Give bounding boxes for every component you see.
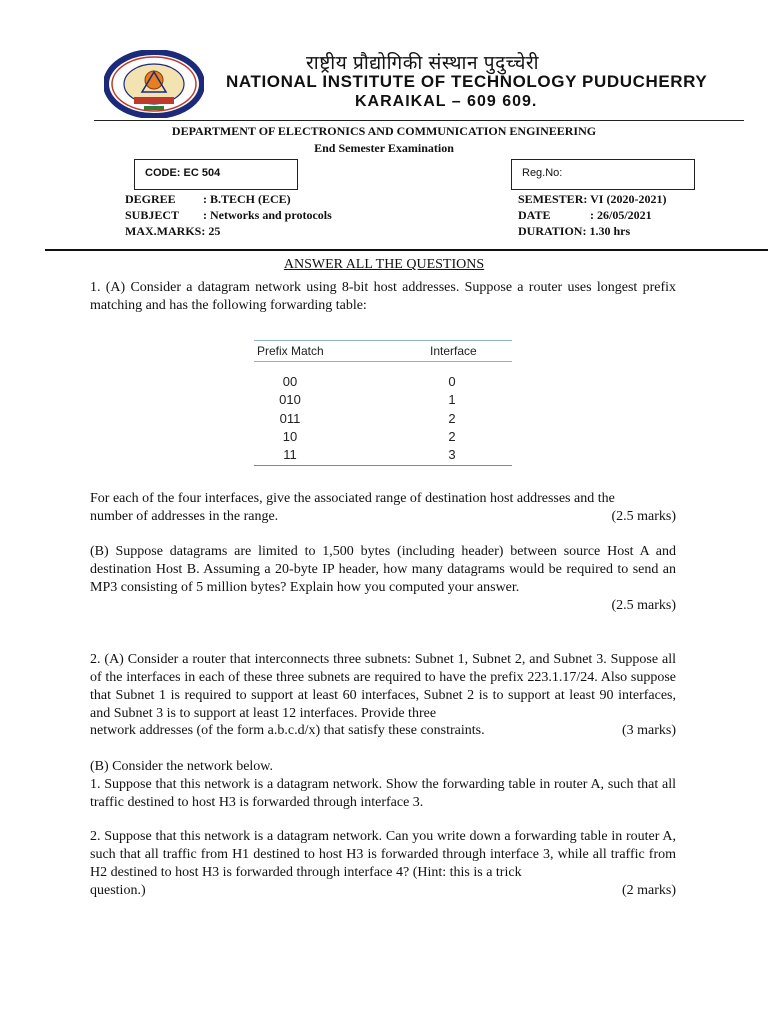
table-cell-interface: 2 bbox=[448, 429, 456, 444]
institute-location: KARAIKAL – 609 609. bbox=[355, 93, 538, 110]
reg-no-box bbox=[511, 159, 695, 190]
instructions: ANSWER ALL THE QUESTIONS bbox=[283, 257, 485, 272]
table-cell-interface: 3 bbox=[448, 447, 456, 462]
table-cell-prefix: 11 bbox=[283, 447, 297, 462]
q2b2-marks: (2 marks) bbox=[621, 883, 676, 898]
reg-no-label: Reg.No: bbox=[522, 167, 563, 179]
table-top-rule bbox=[254, 340, 512, 341]
course-code-box bbox=[134, 159, 298, 190]
institute-name: NATIONAL INSTITUTE OF TECHNOLOGY PUDUCHERRY bbox=[226, 72, 708, 91]
institute-emblem-icon bbox=[104, 50, 204, 118]
q1a-task-line1: For each of the four interfaces, give the associated range of destination host addresses and the bbox=[90, 491, 615, 506]
subject-label: SUBJECT bbox=[125, 208, 180, 222]
q1b-text: (B) Suppose datagrams are limited to 1,500 bytes (including header) between source Host A and destination Host B. Assuming a 20-byte IP header, how many datagrams would be required to send an MP3 consisting of 5 million bytes? Explain how you computed your answer. bbox=[90, 544, 676, 595]
table-header-rule bbox=[254, 361, 512, 362]
date-value: : 26/05/2021 bbox=[590, 208, 652, 222]
q2a-text: 2. (A) Consider a router that interconnects three subnets: Subnet 1, Subnet 2, and Subnet 3. Suppose all of the interfaces in each of these three subnets are required to have the prefix 223.1.17/24. Also suppose that Subnet 1 is required to support at least 60 interfaces, Subnet 2 is to support at least 90 interfaces, and Subnet 3 is to support at least 12 interfaces. Provide three bbox=[90, 652, 676, 721]
q2a-last-row bbox=[90, 722, 676, 740]
q2b2-text: 2. Suppose that this network is a datagram network. Can you write down a forwarding table in router A, such that all traffic from H1 destined to host H3 is forwarded through interface 3, while all traffic from H2 destined to host H3 is forwarded through interface 4? (Hint: this is a trick bbox=[90, 829, 676, 880]
subject-value: : Networks and protocols bbox=[203, 208, 332, 222]
table-cell-prefix: 011 bbox=[279, 411, 301, 426]
degree-value: : B.TECH (ECE) bbox=[203, 192, 291, 206]
q2b2-last-row bbox=[90, 882, 676, 900]
table-cell-interface: 0 bbox=[448, 374, 456, 389]
semester: SEMESTER: VI (2020-2021) bbox=[518, 192, 667, 206]
q1a-text: 1. (A) Consider a datagram network using 8-bit host addresses. Suppose a router uses longest prefix matching and has the following forwarding table: bbox=[90, 280, 676, 313]
table-cell-interface: 1 bbox=[448, 392, 456, 407]
table-cell-prefix: 10 bbox=[282, 429, 298, 444]
q2a-last-line: network addresses (of the form a.b.c.d/x) that satisfy these constraints. bbox=[90, 723, 485, 738]
department-title: DEPARTMENT OF ELECTRONICS AND COMMUNICATION ENGINEERING bbox=[171, 124, 597, 138]
q2b-intro: (B) Consider the network below. bbox=[90, 759, 273, 774]
meta-divider bbox=[45, 249, 768, 251]
q2b2-last-line: question.) bbox=[90, 883, 146, 898]
table-cell-prefix: 00 bbox=[282, 374, 298, 389]
table-header-prefix: Prefix Match bbox=[257, 344, 324, 358]
q1a-task-line2: number of addresses in the range. bbox=[90, 509, 279, 524]
table-bottom-rule bbox=[254, 465, 512, 466]
date-label: DATE bbox=[518, 208, 551, 222]
q1a-task-line2-row bbox=[90, 508, 676, 526]
institute-name-hindi: राष्ट्रीय प्रौद्योगिकी संस्थान पुदुच्चेरी bbox=[306, 53, 540, 74]
q2b1-text: 1. Suppose that this network is a datagram network. Show the forwarding table in router A, such that all traffic destined to host H3 is forwarded through interface 3. bbox=[90, 777, 676, 810]
q2a-marks: (3 marks) bbox=[621, 723, 676, 738]
exam-title: End Semester Examination bbox=[314, 141, 454, 155]
course-code: CODE: EC 504 bbox=[145, 167, 221, 179]
header-divider bbox=[94, 120, 744, 121]
degree-label: DEGREE bbox=[125, 192, 176, 206]
duration: DURATION: 1.30 hrs bbox=[518, 224, 631, 238]
exam-meta-right bbox=[518, 191, 666, 239]
exam-meta-left bbox=[125, 191, 332, 239]
table-header-interface: Interface bbox=[430, 344, 477, 358]
max-marks: MAX.MARKS: 25 bbox=[125, 224, 221, 238]
table-cell-prefix: 010 bbox=[279, 392, 301, 407]
table-cell-interface: 2 bbox=[448, 411, 456, 426]
q1b-marks: (2.5 marks) bbox=[611, 598, 676, 613]
q1a-marks: (2.5 marks) bbox=[611, 509, 676, 524]
